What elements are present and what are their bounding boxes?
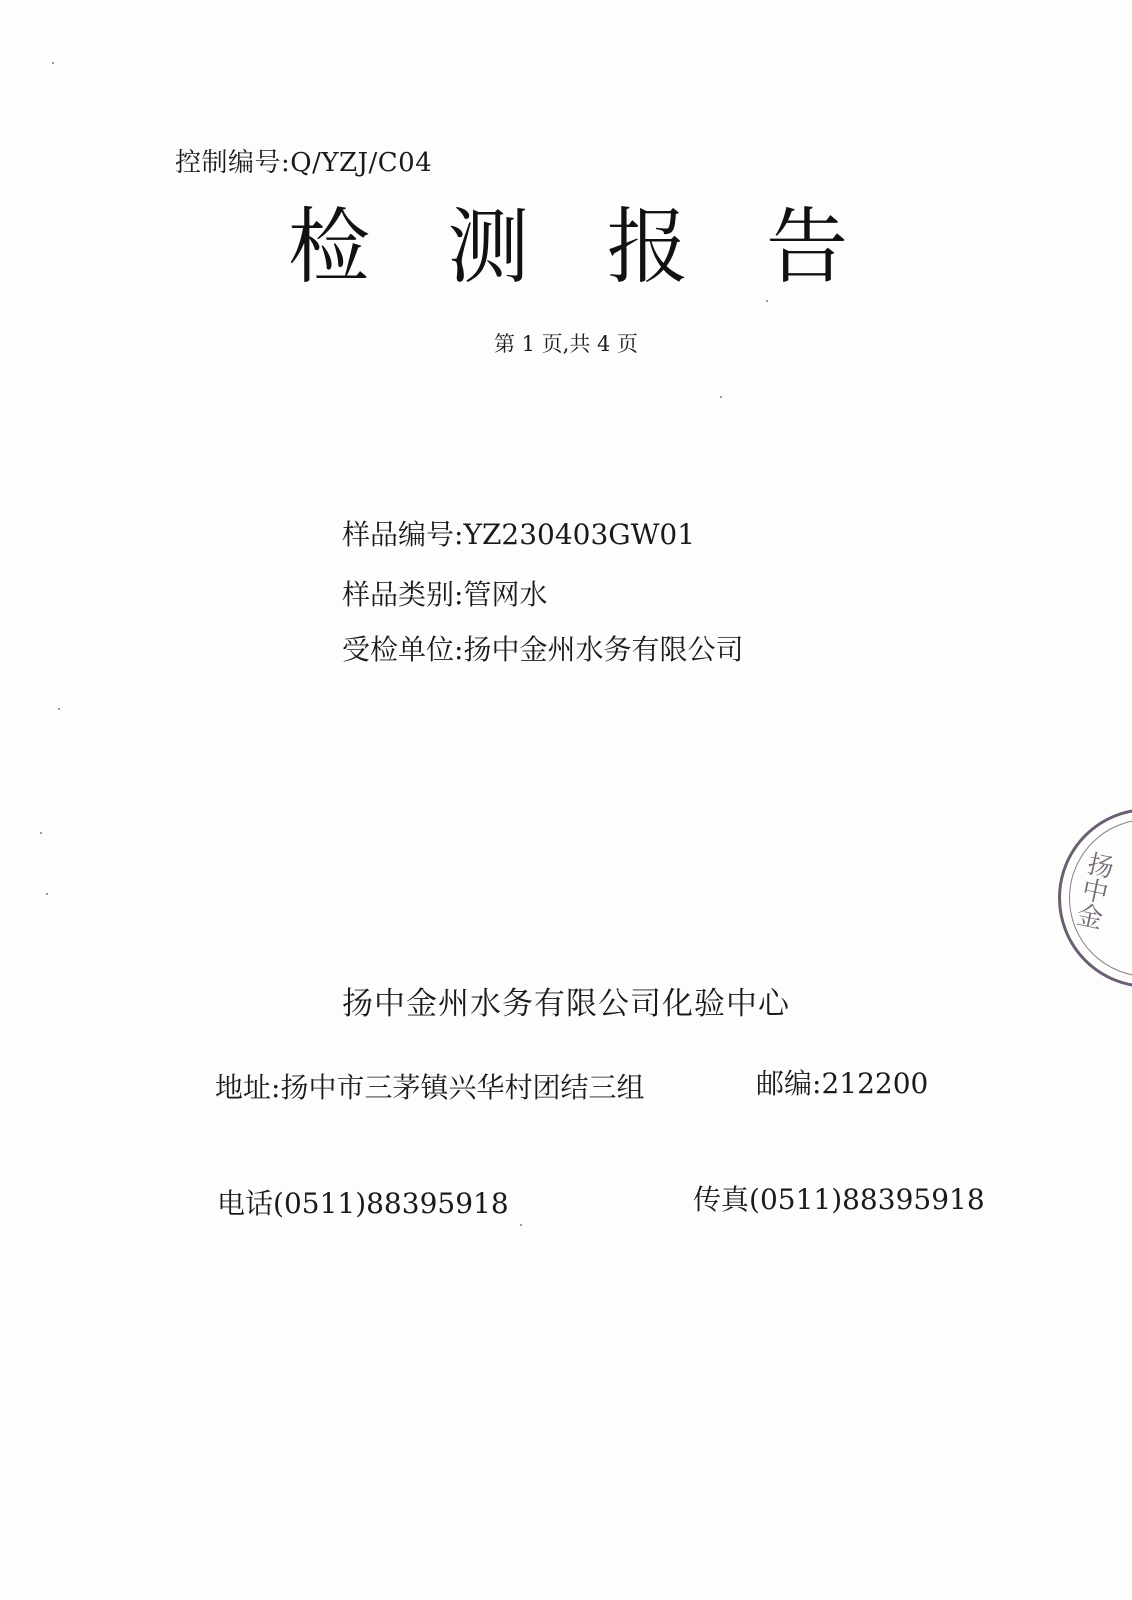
- scan-speck: [720, 396, 722, 398]
- phone-label: 电话: [217, 1187, 274, 1220]
- issuer-postcode: [756, 1062, 928, 1102]
- sample-category-label: 样品类别 :: [342, 578, 463, 611]
- postcode-label: 邮编 :: [756, 1067, 821, 1100]
- issuer-fax: [693, 1178, 985, 1218]
- inspected-unit-label: 受检单位 :: [342, 633, 463, 666]
- title-char-3: 报: [606, 200, 689, 295]
- inspected-unit: [342, 628, 743, 668]
- control-number-label: 控制编号: [175, 148, 282, 178]
- sample-category: [342, 573, 547, 613]
- sample-number-value: YZ230403GW01: [463, 518, 696, 551]
- control-number-value: Q/YZJ/C04: [290, 148, 433, 178]
- sample-category-value: 管网水: [463, 578, 548, 611]
- fax-value: (0511)88395918: [749, 1183, 985, 1216]
- title-char-2: 测: [447, 200, 530, 295]
- address-label: 地址 :: [215, 1071, 280, 1104]
- inspected-unit-value: 扬中金州水务有限公司: [463, 633, 744, 666]
- scan-speck: [40, 832, 42, 834]
- issuer-address: [215, 1066, 644, 1106]
- scan-speck: [46, 893, 48, 895]
- title-char-4: 告: [765, 200, 848, 295]
- scan-speck: [520, 1224, 522, 1226]
- issuer-name: 扬中金州水务有限公司化验中心: [342, 986, 790, 1022]
- official-seal: [1058, 808, 1132, 988]
- page-indicator: 第 1 页,共 4 页: [493, 332, 639, 356]
- postcode-value: 212200: [821, 1067, 929, 1100]
- title-char-1: 检: [288, 200, 371, 295]
- official-seal-text: 扬中金: [1070, 848, 1116, 932]
- scan-speck: [766, 300, 768, 302]
- sample-number: [342, 513, 695, 553]
- fax-label: 传真: [693, 1183, 750, 1216]
- report-title: [288, 200, 848, 296]
- scan-speck: [58, 708, 60, 710]
- control-number: 控制编号:Q/YZJ/C04: [175, 148, 433, 178]
- scan-speck: [52, 62, 54, 64]
- issuer-phone: [217, 1182, 509, 1222]
- address-value: 扬中市三茅镇兴华村团结三组: [280, 1071, 645, 1104]
- phone-value: (0511)88395918: [273, 1187, 509, 1220]
- sample-number-label: 样品编号 :: [342, 518, 463, 551]
